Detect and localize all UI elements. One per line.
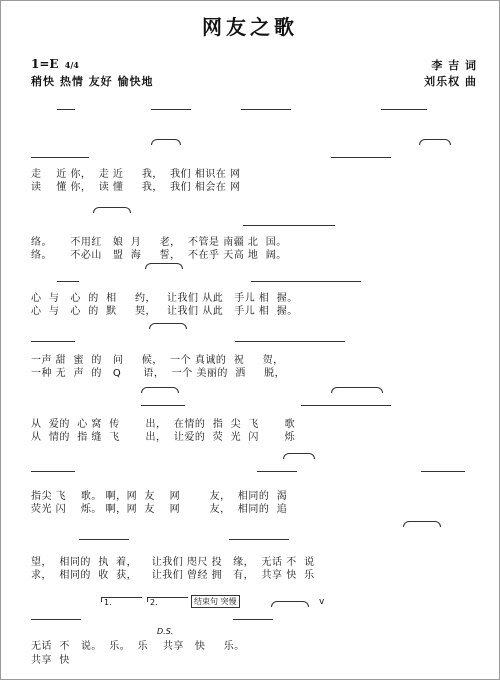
beam-line <box>79 539 129 540</box>
beam-line <box>57 281 79 282</box>
beam-line <box>257 471 297 472</box>
beam-line <box>235 341 345 342</box>
beam-line <box>331 157 391 158</box>
beam-line <box>233 619 273 620</box>
beam-line <box>31 157 89 158</box>
fermata-mark: v <box>319 597 325 607</box>
music-row-1 <box>31 95 471 119</box>
key-signature <box>31 57 79 71</box>
beam-line <box>31 471 75 472</box>
music-row-5 <box>31 327 471 349</box>
lyric-line-8a: 望， 相同的 执 着， 让我们 咫尺 投 缘， 无话 不 说 <box>31 557 315 568</box>
beam-line <box>229 539 289 540</box>
music-row-4 <box>31 267 471 289</box>
dal-segno-mark: D.S. <box>157 627 174 636</box>
lyric-line-5a: 一声 甜 蜜 的 问 候， 一个 真诚的 祝 贺， <box>31 355 284 366</box>
lyric-line-3b: 络。 不必山 盟 海 誓， 不在乎 天高 地 阔。 <box>31 250 287 261</box>
beam-line <box>151 109 191 110</box>
lyric-line-4a: 心 与 心 的 相 约， 让我们 从此 手儿 相 握。 <box>31 293 298 304</box>
music-row-9 <box>31 605 471 627</box>
music-row-8 <box>31 525 471 547</box>
beam-line <box>381 109 427 110</box>
lyric-line-9a: 无话 不 说。 乐。 乐 共享 快 乐。 <box>31 641 245 652</box>
beam-line <box>243 225 335 226</box>
beam-line <box>301 405 391 406</box>
music-row-2 <box>31 143 471 165</box>
composer-credit: 刘乐权 曲 <box>424 75 477 88</box>
music-row-7 <box>31 457 471 479</box>
lyric-line-6a: 从 爱的 心 窝 传 出， 在情的 指 尖 飞 歌 <box>31 419 296 430</box>
lyric-line-8b: 求， 相同的 收 获， 让我们 曾经 拥 有， 共享 快 乐 <box>31 570 315 581</box>
lyric-line-7a: 指尖 飞 歌。 啊，网 友 网 友， 相同的 渴 <box>31 491 288 502</box>
meter-label: 4/4 <box>64 60 79 70</box>
beam-line <box>141 405 185 406</box>
beam-line <box>241 109 291 110</box>
lyric-line-9b: 共享 快 <box>31 655 70 666</box>
tempo-marking: 稍快 热情 友好 愉快地 <box>31 75 154 88</box>
beam-line <box>57 109 75 110</box>
music-row-3 <box>31 211 471 233</box>
beam-line <box>31 619 81 620</box>
lyric-line-6b: 从 情的 指 缝 飞 出， 让爱的 荧 光 闪 烁 <box>31 432 296 443</box>
coda-instruction-box: 结束句 突慢 <box>191 595 240 608</box>
beam-line <box>31 341 75 342</box>
volta-1-label: 1. <box>104 598 112 607</box>
song-title: 网友之歌 <box>202 15 298 39</box>
lyric-line-2a: 走 近 你， 走 近 我， 我们 相识在 网 <box>31 169 241 180</box>
lyric-line-3a: 络。 不用红 娘 月 老， 不管是 南疆 北 国。 <box>31 237 287 248</box>
lyric-line-4b: 心 与 心 的 默 契， 让我们 从此 手儿 相 握。 <box>31 306 298 317</box>
lyric-line-7b: 荧光 闪 烁。 啊，网 友 网 友， 相同的 追 <box>31 504 288 515</box>
volta-2-label: 2. <box>150 598 158 607</box>
beam-line <box>251 281 361 282</box>
beam-line <box>421 471 465 472</box>
key-label: 1=E <box>31 57 59 71</box>
lyric-line-2b: 读 懂 你， 读 懂 我， 我们 相会在 网 <box>31 182 241 193</box>
music-row-6 <box>31 391 471 413</box>
lyric-line-5b: 一种 无 声 的 Q 语， 一个 美丽的 洒 脱， <box>31 368 286 379</box>
lyricist-credit: 李 吉 词 <box>431 59 477 72</box>
